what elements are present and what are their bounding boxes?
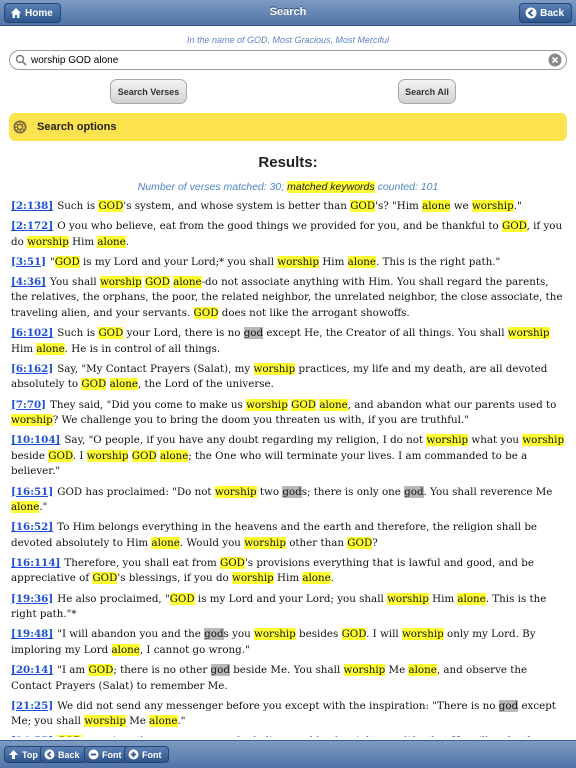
verse-reference-link[interactable]: [21:25] — [11, 699, 54, 712]
keyword-highlight: worship — [86, 449, 129, 462]
verse-text: O you who believe, eat from the good things we provided for you, and be thankful to — [57, 220, 502, 233]
verse-text: . This is the right path."* — [11, 592, 547, 621]
verse-text: . — [125, 235, 130, 248]
keyword-highlight: alone — [36, 342, 65, 355]
keyword-highlight: GOD — [54, 255, 80, 268]
verse-text: . — [330, 572, 335, 585]
god-word-highlight: god — [282, 485, 302, 498]
keyword-highlight: worship — [84, 715, 126, 728]
keyword-highlight: worship — [507, 327, 550, 340]
verse-text: except He, the Creator of all things. You shall — [263, 327, 508, 340]
verse-text: "I will abandon you and the — [57, 628, 205, 641]
verse-item — [11, 556, 565, 587]
search-options-bar[interactable] — [9, 113, 567, 141]
font-increase-button[interactable] — [124, 746, 169, 763]
verse-text: only my Lord. By imploring my Lord — [11, 628, 536, 656]
verse-text — [11, 735, 550, 737]
keyword-highlight: GOD — [347, 536, 373, 549]
verse-text: beside Me. You shall — [229, 663, 344, 676]
verse-item — [11, 362, 565, 393]
verse-text: , and observe the Contact Prayers (Salat) to remember Me. — [11, 663, 528, 692]
verse-item — [11, 433, 565, 480]
verse-text: ." — [177, 715, 186, 728]
font-decrease-button[interactable] — [84, 746, 129, 763]
page-title: Search — [269, 6, 307, 18]
verse-text: . He is in control of all things. — [64, 342, 221, 355]
verse-text: ." — [39, 501, 48, 514]
bismillah-text: In the name of GOD, Most Gracious, Most Merciful — [186, 35, 390, 45]
verse-text: . I will — [366, 628, 402, 641]
keyword-highlight: worship — [214, 485, 257, 498]
verse-text: Him — [319, 255, 348, 268]
keyword-highlight: GOD — [193, 307, 219, 320]
keyword-highlight: GOD — [220, 556, 245, 569]
keyword-highlight: worship — [253, 362, 296, 375]
verses-matched-text: Number of verses matched: 30; — [137, 181, 288, 193]
verse-text: does not like the arrogant showoffs. — [218, 307, 410, 320]
verse-text: we — [450, 200, 472, 212]
verse-text: "I am — [57, 663, 89, 676]
god-word-highlight: god — [243, 327, 264, 340]
keyword-highlight: worship — [27, 235, 69, 248]
verse-text: He also proclaimed, " — [57, 592, 170, 605]
verse-reference-link[interactable]: [10:104] — [11, 434, 61, 447]
verse-text: Him — [428, 592, 458, 605]
toolbar-back-button[interactable] — [40, 746, 87, 763]
verse-text: , I cannot go wrong." — [139, 643, 250, 656]
keyword-highlight: alone — [159, 449, 189, 462]
verse-text: You shall — [50, 275, 100, 288]
home-button-label: Home — [25, 7, 53, 19]
keyword-highlight: worship — [244, 536, 286, 549]
arrow-up-icon — [8, 749, 19, 760]
back-button-label: Back — [540, 7, 564, 19]
verse-text: s; there is only one — [301, 485, 405, 498]
verse-text: except Me; you shall — [11, 699, 556, 728]
clear-x-icon[interactable] — [548, 53, 562, 67]
keyword-highlight: worship — [426, 434, 469, 447]
magnifier-icon — [15, 54, 27, 66]
verse-text: Me — [125, 715, 150, 728]
verse-item — [11, 627, 565, 658]
verse-reference-link[interactable]: [19:36] — [11, 592, 54, 605]
keyword-highlight: GOD — [92, 572, 118, 585]
verse-text: They said, "Did you come to make us — [50, 398, 247, 411]
verse-text: your Lord, there is no — [123, 327, 244, 340]
keyword-highlight: worship — [471, 200, 514, 212]
verse-text: Him — [68, 235, 98, 248]
keyword-highlight: GOD — [350, 200, 376, 212]
verse-item — [11, 199, 565, 215]
verse-text: Such is — [57, 200, 99, 212]
verse-text: ? — [372, 536, 378, 549]
verse-item — [11, 326, 565, 357]
keyword-highlight: GOD — [88, 663, 114, 676]
verse-text: Such is — [57, 327, 99, 340]
keyword-highlight: alone — [151, 536, 180, 549]
search-verses-button[interactable]: Search Verses — [110, 79, 187, 104]
keyword-highlight: worship — [246, 398, 288, 411]
verse-reference-link[interactable]: [4:36] — [11, 275, 47, 288]
verse-text: . This is the right path." — [376, 255, 501, 268]
verse-reference-link[interactable]: [2:172] — [11, 220, 54, 233]
keyword-highlight: GOD — [48, 449, 73, 462]
verse-text: Say, "My Contact Prayers (Salat), my — [57, 362, 254, 375]
verse-text: We did not send any messenger before you except with the inspiration: "There is no — [57, 699, 499, 712]
keyword-highlight: GOD — [291, 398, 317, 411]
verse-text: " — [50, 255, 55, 268]
keyword-highlight: GOD — [502, 220, 527, 233]
verse-text: -do not associate anything with Him. You shall regard the parents, the relatives, the orphans, the poor, the related neighbor, the unrelated neighbor, the close associate, the traveling alien, and your servants. — [11, 275, 563, 320]
verse-text: . I — [72, 449, 87, 462]
keyword-highlight: alone — [347, 255, 376, 268]
keyword-highlight: GOD — [131, 449, 157, 462]
keyword-highlight: alone — [149, 715, 178, 728]
keyword-highlight — [57, 735, 82, 737]
verse-reference-link[interactable]: [6:162] — [11, 362, 54, 375]
verse-item — [11, 520, 565, 551]
keyword-highlight: alone — [109, 378, 138, 391]
verse-text: Him — [11, 342, 37, 355]
keyword-highlight: GOD — [145, 275, 170, 288]
verse-reference-link[interactable]: [16:114] — [11, 556, 61, 569]
keyword-highlight: alone — [422, 200, 451, 212]
search-input[interactable] — [27, 52, 548, 68]
results-title: Results: — [258, 154, 318, 171]
verse-reference-link[interactable]: [7:70] — [11, 398, 47, 411]
verse-item — [11, 699, 565, 730]
god-word-highlight: god — [404, 485, 424, 498]
god-word-highlight: god — [498, 699, 519, 712]
verse-item — [11, 592, 565, 623]
keyword-highlight: alone — [319, 398, 348, 411]
verse-reference-link[interactable]: [20:14] — [11, 663, 54, 676]
search-options-label: Search options — [37, 121, 117, 133]
verse-text: To Him belongs everything in the heavens and the earth and therefore, the religion shall be devoted absolutely to Him — [11, 521, 538, 549]
verse-text: GOD has proclaimed: "Do not — [57, 485, 215, 498]
verse-reference-link[interactable] — [11, 735, 53, 737]
god-word-highlight: god — [210, 663, 230, 676]
keyword-highlight: alone — [11, 501, 40, 514]
keyword-highlight: worship — [387, 592, 429, 605]
back-arrow-icon — [44, 749, 55, 760]
keyword-highlight: worship — [99, 275, 142, 288]
gear-icon — [13, 120, 27, 134]
keyword-highlight: alone — [97, 235, 126, 248]
verse-text: . You shall reverence Me — [423, 485, 553, 498]
verse-item — [11, 219, 565, 250]
search-box — [9, 50, 567, 70]
keyword-highlight: worship — [277, 255, 320, 268]
verse-item — [11, 255, 565, 271]
verse-reference-link[interactable]: [19:48] — [11, 628, 54, 641]
verse-reference-link[interactable]: [16:51] — [11, 485, 54, 498]
verse-text: , the Lord of the universe. — [137, 378, 274, 391]
verse-text: practices, my life and my death, are all devoted absolutely to — [11, 362, 548, 391]
keyword-highlight: alone — [302, 572, 331, 585]
font-decrease-label: Font — [102, 749, 122, 760]
bottom-toolbar — [0, 740, 576, 768]
keyword-highlight: alone — [111, 643, 140, 656]
minus-icon — [88, 749, 99, 760]
verse-text: s you — [223, 628, 255, 641]
top-nav-bar — [0, 0, 576, 26]
verse-item — [11, 663, 565, 694]
keyword-highlight: worship — [232, 572, 274, 585]
keyword-highlight: alone — [173, 275, 202, 288]
keywords-counted-text: counted: 101 — [374, 181, 439, 193]
verse-text: ; the One who will terminate your lives. I am commanded to be a believer." — [11, 449, 528, 478]
keyword-highlight: GOD — [341, 628, 367, 641]
verse-text: 's system, and whose system is better than — [123, 200, 351, 212]
font-increase-label: Font — [142, 749, 162, 760]
verse-text: Say, "O people, if you have any doubt regarding my religion, I do not — [64, 434, 427, 447]
toolbar-back-label: Back — [58, 749, 80, 760]
verse-list — [11, 199, 565, 737]
verse-text: is my Lord and your Lord;* you shall — [79, 255, 278, 268]
back-arrow-icon — [525, 7, 537, 19]
verse-reference-link[interactable]: [2:138] — [11, 200, 54, 212]
plus-icon — [128, 749, 139, 760]
verse-text: is my Lord and your Lord; you shall — [194, 592, 388, 605]
match-summary — [0, 181, 576, 193]
verse-reference-link[interactable]: [6:102] — [11, 327, 54, 340]
keyword-highlight: worship — [254, 628, 296, 641]
verse-text: , if you do — [11, 220, 563, 248]
keyword-highlight: GOD — [98, 200, 124, 212]
verse-text: ? We challenge you to bring the doom you threaten us with, if you are truthful." — [52, 414, 469, 427]
verse-text: beside — [11, 449, 49, 462]
keyword-highlight: worship — [522, 434, 565, 447]
verse-text: Me — [385, 663, 409, 676]
search-all-button[interactable]: Search All — [398, 79, 456, 104]
keyword-highlight: alone — [408, 663, 437, 676]
verse-text: Therefore, you shall eat from — [64, 556, 221, 569]
top-button[interactable] — [4, 746, 45, 763]
keyword-highlight: worship — [401, 628, 444, 641]
keyword-highlight: alone — [457, 592, 486, 605]
god-word-highlight: god — [204, 628, 224, 641]
top-button-label: Top — [22, 749, 38, 760]
verse-reference-link[interactable]: [16:52] — [11, 521, 54, 534]
verse-item — [11, 398, 565, 429]
verse-item — [11, 275, 565, 322]
back-button[interactable] — [519, 3, 572, 23]
verse-item — [11, 734, 565, 737]
verse-text: ." — [513, 200, 522, 212]
keyword-highlight: worship — [11, 414, 53, 427]
verse-text: ; there is no other — [113, 663, 211, 676]
verse-text: Him — [273, 572, 303, 585]
verse-text: . Would you — [179, 536, 245, 549]
verse-text: what you — [468, 434, 523, 447]
keyword-highlight: GOD — [98, 327, 124, 340]
verse-reference-link[interactable]: [3:51] — [11, 255, 47, 268]
verse-text: 's? "Him — [375, 200, 423, 212]
verse-item — [11, 485, 565, 516]
keyword-highlight: GOD — [81, 378, 107, 391]
verse-text: besides — [295, 628, 342, 641]
matched-keywords-label: matched keywords — [287, 181, 375, 193]
verse-text: other than — [285, 536, 348, 549]
verse-text: , and abandon what our parents used to — [347, 398, 557, 411]
keyword-highlight: GOD — [169, 592, 195, 605]
verse-text: 's provisions everything that is lawful and good, and be appreciative of — [11, 556, 534, 585]
keyword-highlight: worship — [343, 663, 386, 676]
verse-text: 's blessings, if you do — [117, 572, 233, 585]
verse-text: two — [256, 485, 283, 498]
